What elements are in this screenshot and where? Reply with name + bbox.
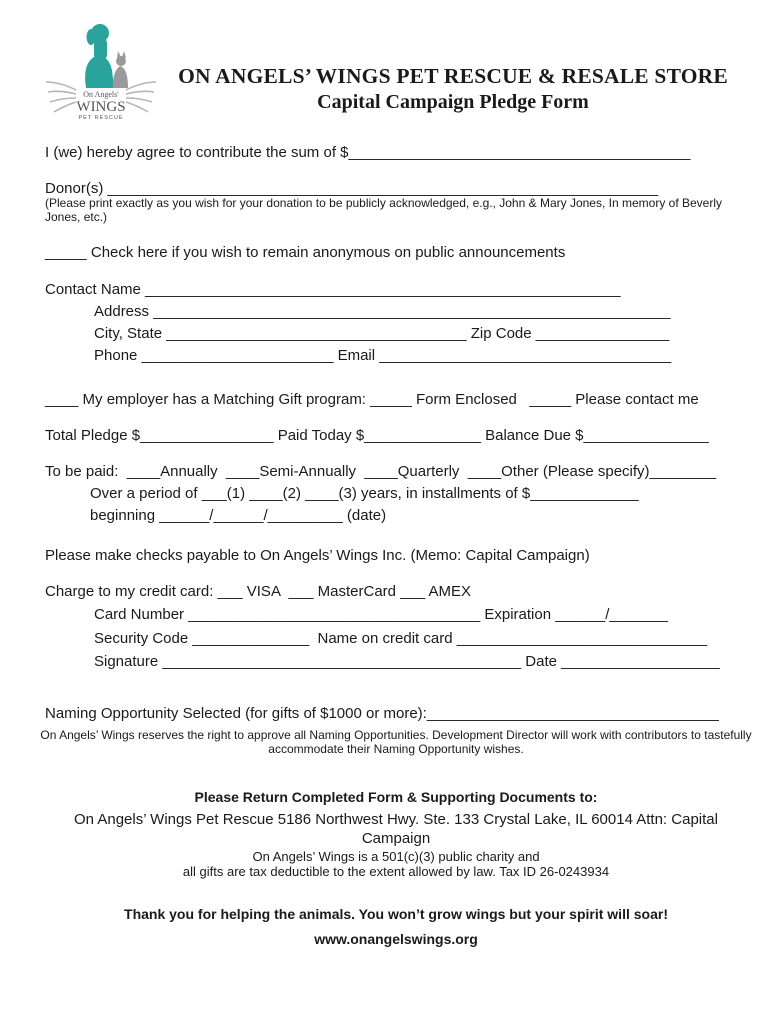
- charity-status-line1: On Angels’ Wings is a 501(c)(3) public charity and: [252, 849, 540, 864]
- document-subtitle: Capital Campaign Pledge Form: [317, 91, 589, 113]
- phone-email-line[interactable]: Phone _______________________ Email ___________________________________: [94, 347, 672, 364]
- card-number-line[interactable]: Card Number ___________________________________ Expiration ______/_______: [94, 606, 668, 623]
- signature-line[interactable]: Signature ___________________________________________ Date ___________________: [94, 653, 720, 670]
- matching-gift-line[interactable]: ____ My employer has a Matching Gift program: _____ Form Enclosed _____ Please contact me: [45, 391, 699, 408]
- credit-card-type-line[interactable]: Charge to my credit card: ___ VISA ___ MasterCard ___ AMEX: [45, 583, 472, 600]
- logo-text-line1: On Angels': [83, 90, 119, 99]
- pledge-totals-line[interactable]: Total Pledge $________________ Paid Today $______________ Balance Due $_______________: [45, 427, 709, 444]
- anonymous-checkbox-line[interactable]: _____ Check here if you wish to remain anonymous on public announcements: [45, 244, 566, 261]
- contribution-amount-line[interactable]: I (we) hereby agree to contribute the sum of $_________________________________________: [45, 144, 691, 161]
- security-code-line[interactable]: Security Code ______________ Name on credit card ______________________________: [94, 630, 708, 647]
- donors-note: (Please print exactly as you wish for your donation to be publicly acknowledged, e.g., John & Mary Jones, In memory of Beverly Jones, etc.): [45, 196, 723, 224]
- naming-opportunity-line[interactable]: Naming Opportunity Selected (for gifts of $1000 or more):___________________________________: [45, 705, 719, 722]
- charity-status-line2: all gifts are tax deductible to the extent allowed by law. Tax ID 26-0243934: [182, 864, 610, 879]
- city-state-zip-line[interactable]: City, State ____________________________________ Zip Code ________________: [94, 325, 670, 342]
- payment-period-line[interactable]: Over a period of ___(1) ____(2) ____(3) years, in installments of $_____________: [90, 485, 639, 502]
- naming-opportunity-note: On Angels’ Wings reserves the right to approve all Naming Opportunities. Development Director will work with contributors to tastefully accommodate their Naming Opportunity wishes.: [40, 728, 752, 756]
- logo-text-wings: WINGS: [76, 99, 126, 115]
- cat-icon: [113, 51, 128, 88]
- beginning-date-line[interactable]: beginning ______/______/_________ (date): [90, 507, 387, 524]
- address-line[interactable]: Address ______________________________________________________________: [94, 303, 671, 320]
- document-title: ON ANGELS’ WINGS PET RESCUE & RESALE STORE: [178, 64, 728, 88]
- contact-name-line[interactable]: Contact Name _________________________________________________________: [45, 281, 621, 298]
- dog-icon: [85, 24, 114, 88]
- payment-frequency-line[interactable]: To be paid: ____Annually ____Semi-Annually ____Quarterly ____Other (Please specify)________: [45, 463, 717, 480]
- return-address: On Angels’ Wings Pet Rescue 5186 Northwest Hwy. Ste. 133 Crystal Lake, IL 60014 Attn: Capital Campaign: [74, 811, 718, 847]
- return-heading: Please Return Completed Form & Supporting Documents to:: [194, 789, 598, 805]
- thank-you-message: Thank you for helping the animals. You won’t grow wings but your spirit will soar!: [124, 906, 668, 922]
- organization-logo: [42, 20, 160, 120]
- right-wing-icon: [126, 82, 156, 112]
- checks-payable-text: Please make checks payable to On Angels’ Wings Inc. (Memo: Capital Campaign): [45, 547, 590, 564]
- website-link[interactable]: www.onangelswings.org: [314, 931, 478, 947]
- logo-text-line3: PET RESCUE: [78, 115, 124, 120]
- donors-line[interactable]: Donor(s) __________________________________________________________________: [45, 180, 659, 197]
- left-wing-icon: [46, 82, 76, 112]
